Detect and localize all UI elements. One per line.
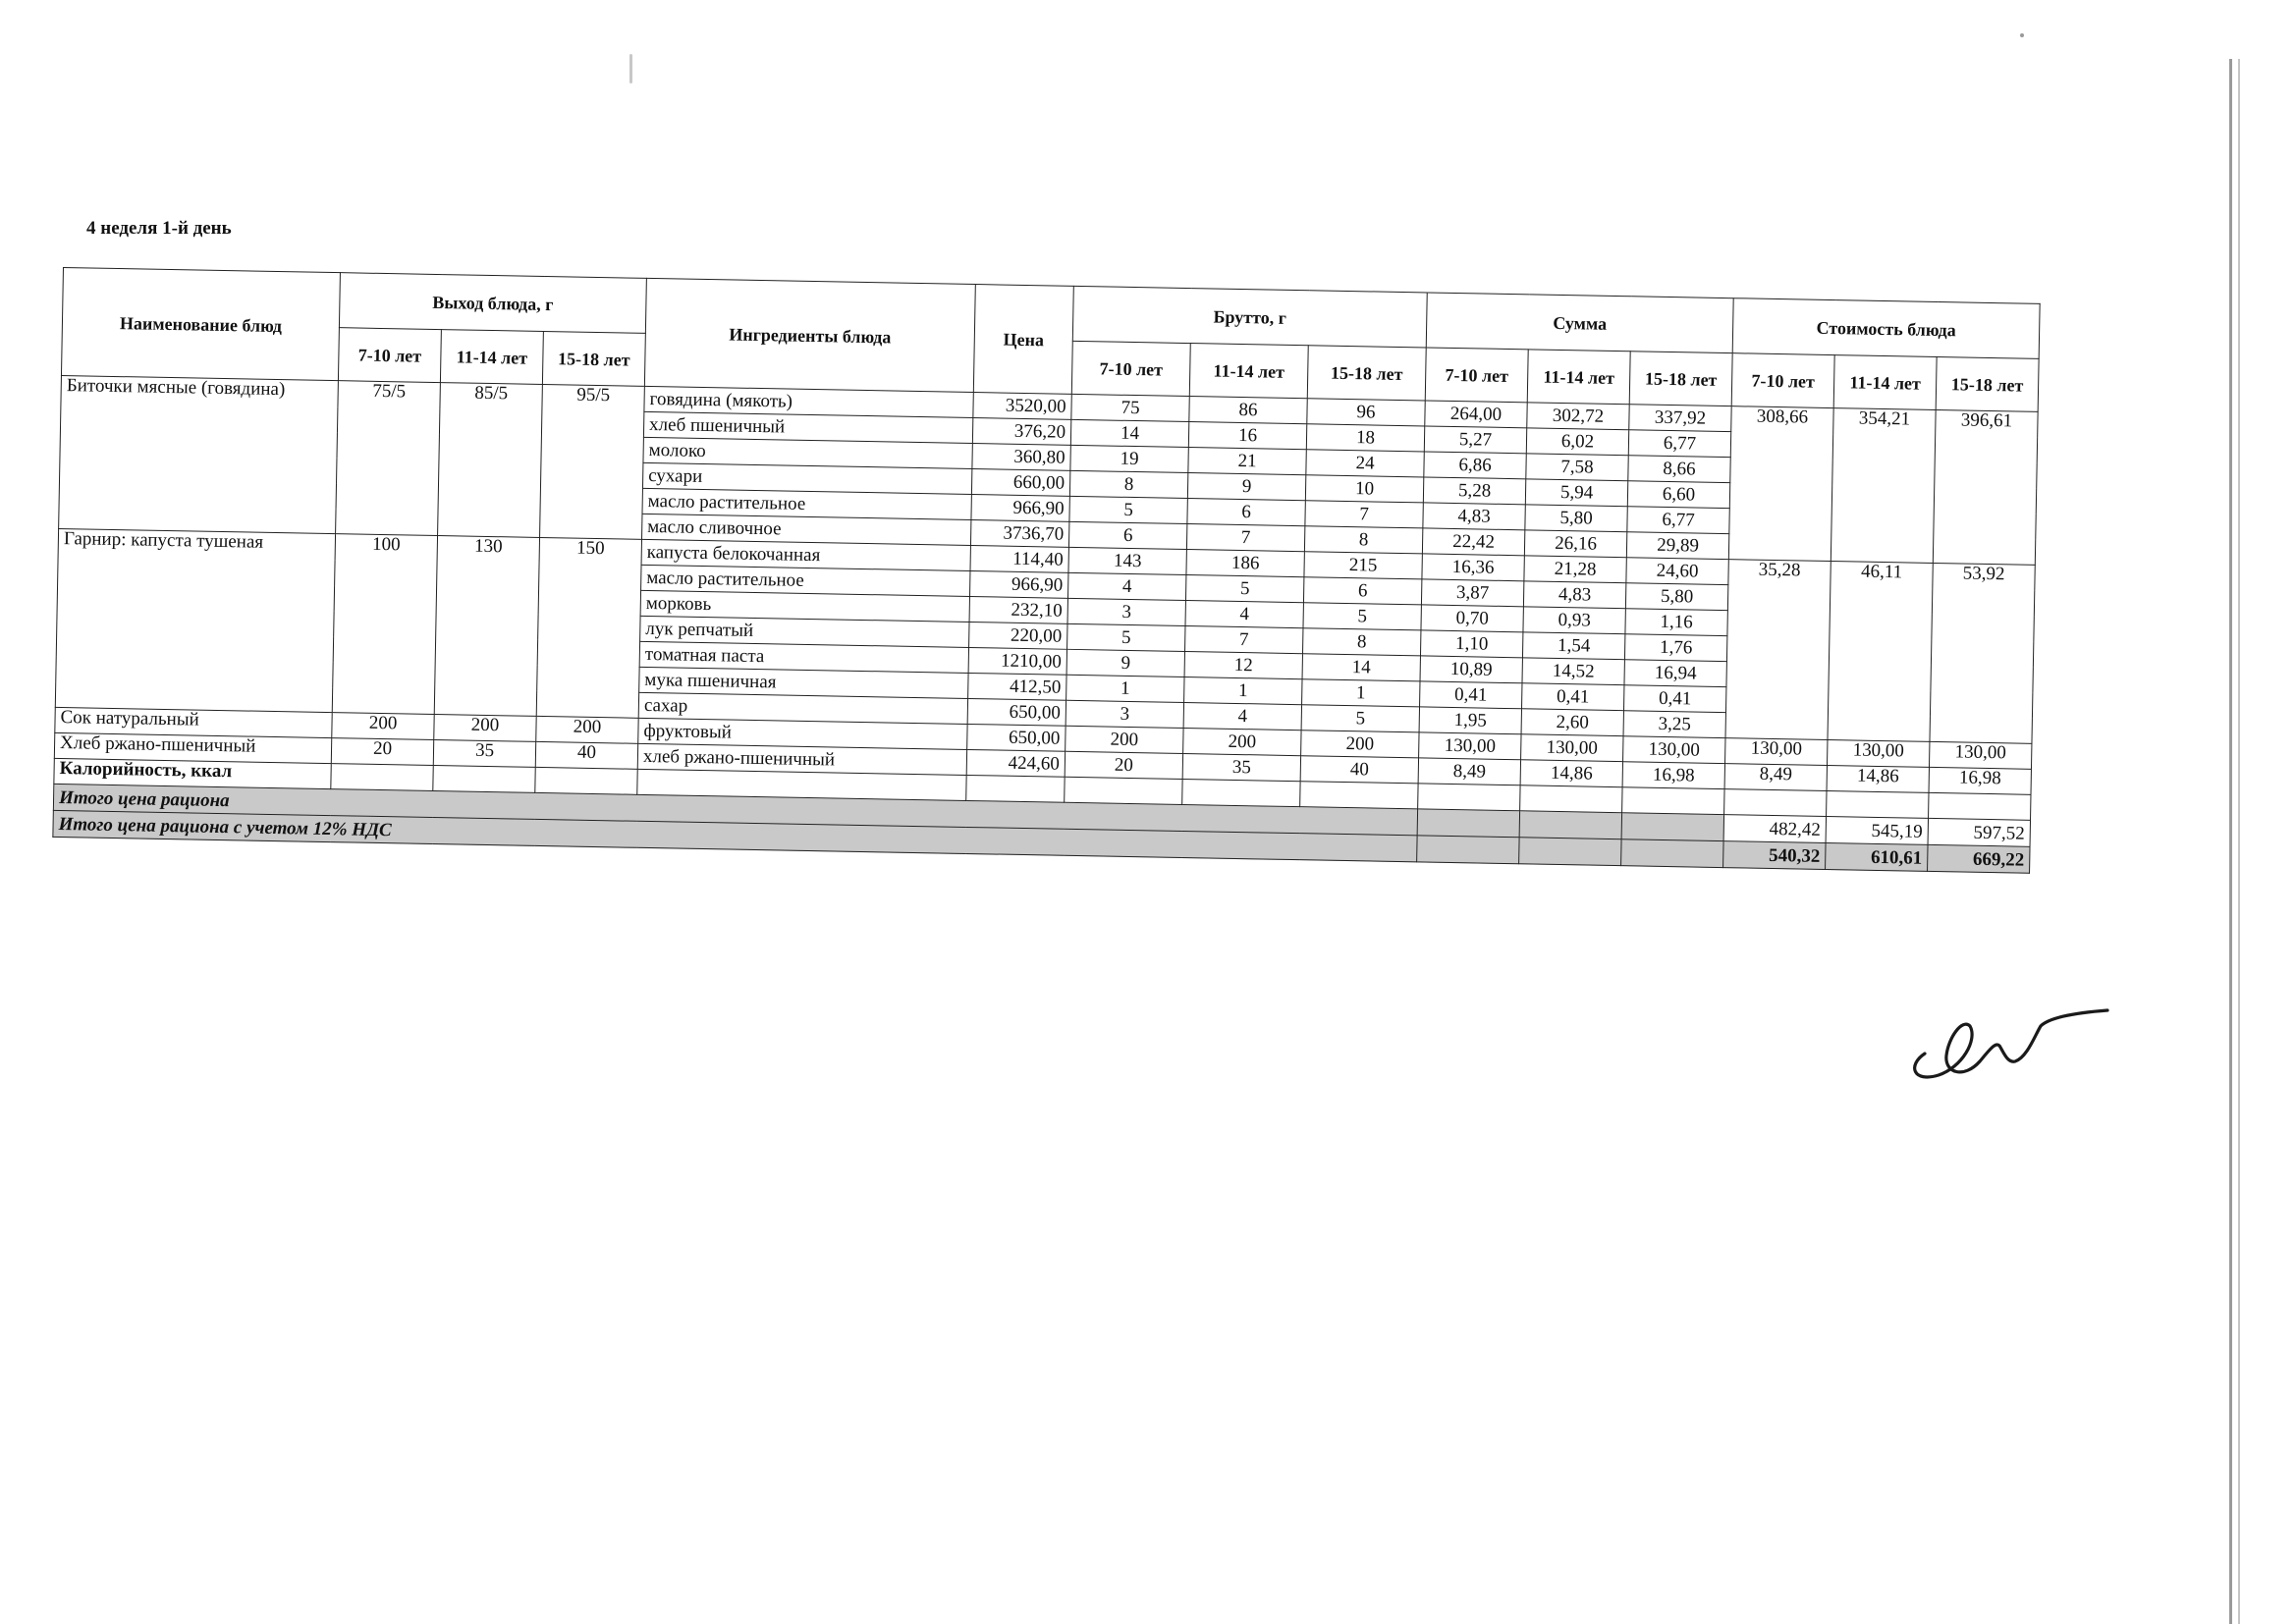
ration-total-row-label: Итого цена рациона <box>53 784 1417 835</box>
page-title: 4 неделя 1-й день <box>86 218 232 239</box>
ingredient-brutto: 24 <box>1306 450 1424 477</box>
ingredient-sum: 22,42 <box>1422 528 1524 556</box>
dish-output: 75/5 <box>336 381 441 536</box>
ingredient-sum: 16,98 <box>1622 762 1724 789</box>
dish-name: Гарнир: капуста тушеная <box>55 528 335 712</box>
ingredient-brutto: 10 <box>1305 475 1423 503</box>
ingredient-price: 3736,70 <box>970 519 1068 547</box>
ingredient-price: 660,00 <box>971 469 1069 497</box>
ingredient-name: молоко <box>643 437 972 468</box>
ingredient-sum: 5,27 <box>1424 426 1526 454</box>
ingredient-sum: 130,00 <box>1623 736 1725 764</box>
ration-total-row-value: 545,19 <box>1826 816 1928 844</box>
ingredient-sum: 2,60 <box>1521 709 1623 736</box>
ingredient-brutto: 20 <box>1065 751 1182 779</box>
empty-cell <box>1417 836 1519 864</box>
ingredient-sum: 6,02 <box>1526 428 1628 456</box>
ration-total-row-value: 597,52 <box>1928 818 2030 846</box>
ingredient-brutto: 8 <box>1069 470 1187 498</box>
ingredient-sum: 3,87 <box>1421 579 1523 607</box>
ingredient-price: 376,20 <box>972 418 1070 446</box>
ingredient-brutto: 200 <box>1301 731 1419 758</box>
ingredient-brutto: 6 <box>1303 577 1421 605</box>
header-brutto: Брутто, г <box>1072 286 1427 348</box>
empty-cell <box>1418 784 1520 811</box>
ingredient-brutto: 6 <box>1068 521 1186 549</box>
dish-output: 85/5 <box>438 383 543 538</box>
ingredient-price: 1210,00 <box>968 647 1066 675</box>
ingredient-brutto: 5 <box>1067 623 1185 651</box>
header-price: Цена <box>973 285 1073 395</box>
dish-name: Биточки мясные (говядина) <box>59 375 339 533</box>
dish-output: 150 <box>536 537 641 718</box>
dish-output: 130 <box>434 536 539 717</box>
scan-speck <box>2020 33 2024 37</box>
ingredient-sum: 6,60 <box>1627 481 1729 509</box>
dish-output: 100 <box>332 534 437 715</box>
ingredient-sum: 8,66 <box>1628 456 1730 483</box>
ingredient-brutto: 186 <box>1186 550 1304 577</box>
ingredient-brutto: 35 <box>1182 753 1300 781</box>
empty-cell <box>1621 839 1723 868</box>
dish-cost: 53,92 <box>1930 563 2035 743</box>
ingredient-brutto: 7 <box>1305 501 1423 528</box>
ingredient-sum: 26,16 <box>1524 530 1626 558</box>
ingredient-brutto: 12 <box>1184 652 1302 679</box>
ingredient-brutto: 7 <box>1186 524 1304 552</box>
ingredient-sum: 4,83 <box>1523 581 1625 609</box>
empty-cell <box>1622 787 1724 815</box>
dish-cost: 396,61 <box>1933 409 2038 565</box>
ingredient-brutto: 3 <box>1066 700 1183 728</box>
dish-output: 40 <box>535 741 637 769</box>
scan-speck <box>629 54 632 83</box>
empty-cell <box>1929 792 2031 820</box>
dish-cost: 308,66 <box>1728 406 1833 562</box>
ingredient-sum: 0,93 <box>1523 607 1625 634</box>
ingredient-price: 650,00 <box>967 698 1066 726</box>
ingredient-sum: 130,00 <box>1521 734 1623 762</box>
ingredient-name: капуста белокочанная <box>641 539 970 570</box>
empty-cell <box>1724 789 1827 817</box>
header-age: 7-10 лет <box>1071 341 1190 396</box>
ingredient-sum: 6,77 <box>1628 430 1730 458</box>
ingredient-sum: 10,89 <box>1420 656 1522 683</box>
menu-sheet <box>52 267 2040 874</box>
ingredient-price: 232,10 <box>969 596 1067 623</box>
ingredient-brutto: 5 <box>1303 603 1421 630</box>
ration-vat-row-label: Итого цена рациона с учетом 12% НДС <box>53 810 1417 861</box>
dish-cost: 35,28 <box>1725 560 1831 740</box>
ingredient-brutto: 5 <box>1185 575 1303 603</box>
ingredient-sum: 21,28 <box>1524 556 1626 583</box>
dish-cost: 16,98 <box>1929 767 2031 794</box>
ingredient-sum: 5,80 <box>1625 583 1727 611</box>
ingredient-sum: 6,86 <box>1424 452 1526 479</box>
ingredient-sum: 7,58 <box>1526 454 1628 481</box>
header-age: 15-18 лет <box>1936 356 2039 411</box>
scan-edge <box>2229 59 2232 1624</box>
ingredient-sum: 1,54 <box>1522 632 1624 660</box>
ingredient-brutto: 200 <box>1183 728 1301 755</box>
header-age: 11-14 лет <box>1189 344 1308 399</box>
ingredient-brutto: 9 <box>1187 473 1305 501</box>
dish-output: 20 <box>331 738 433 766</box>
ingredient-sum: 16,94 <box>1624 660 1726 687</box>
empty-cell <box>1827 791 1929 819</box>
ingredient-sum: 5,94 <box>1525 479 1627 507</box>
ingredient-sum: 5,28 <box>1423 477 1525 505</box>
ingredient-price: 650,00 <box>967 724 1066 751</box>
ingredient-brutto: 9 <box>1066 649 1184 677</box>
empty-cell <box>1065 777 1182 804</box>
ingredient-sum: 0,70 <box>1421 605 1523 632</box>
empty-cell <box>1621 813 1723 841</box>
dish-cost: 14,86 <box>1827 766 1929 793</box>
signature <box>1905 997 2111 1085</box>
dish-output: 200 <box>434 715 536 742</box>
header-age: 11-14 лет <box>1833 355 1937 410</box>
header-age: 15-18 лет <box>542 331 645 386</box>
header-age: 11-14 лет <box>440 330 543 385</box>
dish-cost: 46,11 <box>1828 562 1933 742</box>
ingredient-name: масло растительное <box>642 488 971 519</box>
ingredient-price: 424,60 <box>966 749 1065 777</box>
dish-cost: 354,21 <box>1831 408 1936 564</box>
dish-output: 200 <box>332 713 434 740</box>
ingredient-sum: 24,60 <box>1626 558 1728 585</box>
ingredient-brutto: 8 <box>1304 526 1422 554</box>
ration-vat-row-value: 610,61 <box>1826 842 1928 871</box>
ingredient-brutto: 14 <box>1302 654 1420 681</box>
ingredient-brutto: 86 <box>1189 397 1307 424</box>
ingredient-name: морковь <box>640 590 969 622</box>
empty-cell <box>1520 785 1622 813</box>
ingredient-sum: 6,77 <box>1627 507 1729 534</box>
ingredient-brutto: 16 <box>1188 422 1306 450</box>
ingredient-brutto: 18 <box>1306 424 1424 452</box>
ingredient-sum: 1,76 <box>1624 634 1726 662</box>
ingredient-brutto: 3 <box>1067 598 1185 625</box>
empty-cell <box>535 767 637 794</box>
dish-output: 95/5 <box>540 384 645 539</box>
ingredient-brutto: 200 <box>1066 726 1183 753</box>
ingredient-brutto: 4 <box>1185 601 1303 628</box>
ingredient-sum: 5,80 <box>1525 505 1627 532</box>
ingredient-name: хлеб пшеничный <box>643 411 972 443</box>
header-output: Выход блюда, г <box>339 273 646 334</box>
dish-cost: 8,49 <box>1724 764 1827 791</box>
ingredient-brutto: 4 <box>1067 572 1185 600</box>
ingredient-sum: 14,86 <box>1520 760 1622 787</box>
ration-vat-row-value: 669,22 <box>1928 844 2030 873</box>
dish-output: 200 <box>536 716 638 743</box>
ingredient-brutto: 8 <box>1302 628 1420 656</box>
empty-cell <box>331 764 433 791</box>
dish-name: Сок натуральный <box>55 707 332 737</box>
ingredient-sum: 1,16 <box>1625 609 1727 636</box>
dish-cost: 130,00 <box>1725 738 1828 766</box>
empty-cell <box>1519 838 1621 866</box>
empty-cell <box>1182 779 1300 806</box>
ingredient-price: 3520,00 <box>973 393 1071 420</box>
ingredient-brutto: 5 <box>1301 705 1419 732</box>
ingredient-sum: 0,41 <box>1420 681 1522 709</box>
ingredient-sum: 1,95 <box>1419 707 1521 734</box>
header-age: 15-18 лет <box>1629 352 1732 406</box>
ingredient-price: 114,40 <box>970 545 1068 572</box>
ingredient-price: 360,80 <box>972 444 1070 471</box>
header-age: 7-10 лет <box>338 328 441 383</box>
dish-output: 35 <box>433 740 535 768</box>
ingredient-name: хлеб ржано-пшеничный <box>637 743 966 775</box>
ingredient-brutto: 14 <box>1070 419 1188 447</box>
header-age: 15-18 лет <box>1307 346 1426 401</box>
scan-edge <box>2238 59 2240 1624</box>
ingredient-sum: 264,00 <box>1425 401 1527 428</box>
header-cost: Стоимость блюда <box>1732 298 2040 359</box>
ingredient-sum: 14,52 <box>1522 658 1624 685</box>
ingredient-brutto: 143 <box>1068 547 1186 574</box>
ingredient-brutto: 1 <box>1066 675 1184 702</box>
header-ingredients: Ингредиенты блюда <box>644 278 975 392</box>
menu-table <box>52 267 2040 874</box>
dish-cost: 130,00 <box>1828 740 1930 768</box>
empty-cell <box>433 765 535 792</box>
ingredient-brutto: 1 <box>1184 677 1302 704</box>
ingredient-sum: 3,25 <box>1623 711 1725 738</box>
ingredient-sum: 4,83 <box>1423 503 1525 530</box>
ingredient-sum: 302,72 <box>1527 403 1629 430</box>
empty-cell <box>1417 809 1519 838</box>
calories-label: Калорийность, ккал <box>54 758 331 788</box>
ingredient-price: 966,90 <box>970 570 1068 598</box>
ingredient-name: мука пшеничная <box>639 667 968 698</box>
ingredient-sum: 337,92 <box>1629 405 1731 432</box>
ingredient-brutto: 5 <box>1069 496 1187 523</box>
dish-cost: 130,00 <box>1929 741 2031 769</box>
empty-cell <box>1519 811 1621 839</box>
ingredient-name: сахар <box>638 692 967 724</box>
header-age: 7-10 лет <box>1731 353 1834 408</box>
ingredient-sum: 29,89 <box>1626 532 1728 560</box>
ingredient-price: 220,00 <box>969 622 1067 649</box>
ingredient-brutto: 96 <box>1307 399 1425 426</box>
ingredient-name: томатная паста <box>639 641 968 673</box>
ingredient-price: 966,90 <box>971 494 1069 521</box>
ingredient-sum: 130,00 <box>1419 732 1521 760</box>
ingredient-name: фруктовый <box>638 718 967 749</box>
header-dish-name: Наименование блюд <box>61 268 340 381</box>
ration-total-row-value: 482,42 <box>1723 815 1826 843</box>
ingredient-brutto: 1 <box>1302 679 1420 707</box>
ingredient-brutto: 4 <box>1183 702 1301 730</box>
ingredient-brutto: 75 <box>1071 394 1189 421</box>
ingredient-name: масло растительное <box>641 565 970 596</box>
ingredient-sum: 1,10 <box>1420 630 1522 658</box>
ingredient-brutto: 215 <box>1304 552 1422 579</box>
header-age: 11-14 лет <box>1527 350 1630 405</box>
header-age: 7-10 лет <box>1425 348 1528 403</box>
menu-body <box>53 375 2038 873</box>
empty-cell <box>966 775 1065 802</box>
ingredient-price: 412,50 <box>968 673 1066 700</box>
ingredient-name: сухари <box>642 462 971 494</box>
ingredient-sum: 0,41 <box>1623 685 1725 713</box>
ingredient-name: говядина (мякоть) <box>644 386 973 417</box>
ingredient-sum: 0,41 <box>1522 683 1624 711</box>
header-sum: Сумма <box>1426 293 1733 353</box>
dish-name: Хлеб ржано-пшеничный <box>54 732 331 763</box>
ingredient-brutto: 6 <box>1187 499 1305 526</box>
ingredient-brutto: 21 <box>1188 448 1306 475</box>
ingredient-brutto: 7 <box>1185 626 1303 654</box>
ingredient-name: масло сливочное <box>642 514 971 545</box>
ingredient-name: лук репчатый <box>640 616 969 647</box>
empty-cell <box>1300 782 1418 809</box>
ingredient-sum: 8,49 <box>1418 758 1520 785</box>
ingredient-brutto: 40 <box>1300 756 1418 784</box>
ration-vat-row-value: 540,32 <box>1723 841 1826 870</box>
ingredient-brutto: 19 <box>1070 445 1188 472</box>
ingredient-sum: 16,36 <box>1422 554 1524 581</box>
